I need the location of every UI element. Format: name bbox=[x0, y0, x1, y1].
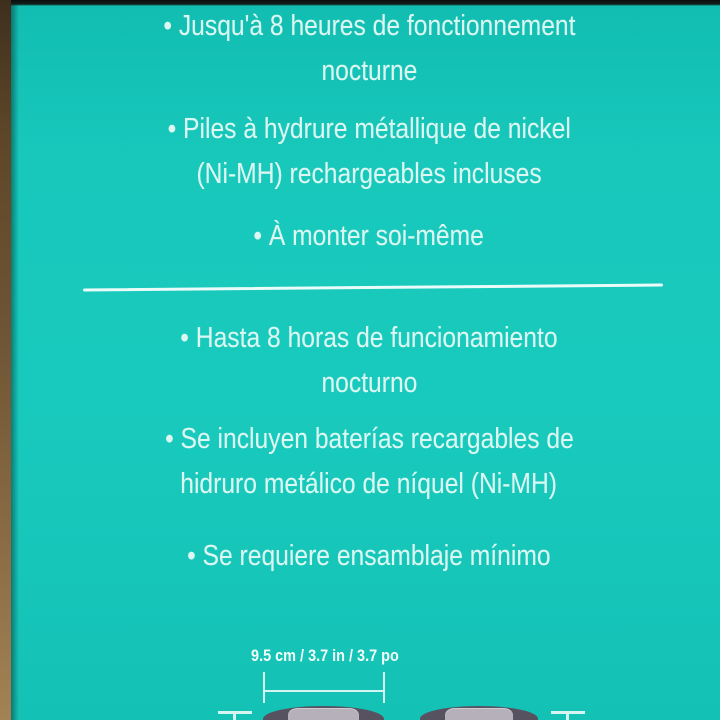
fr-bullet-assembly bbox=[18, 214, 720, 259]
es-bullet-batteries bbox=[18, 417, 720, 507]
bullet-line: • Jusqu'à 8 heures de fonctionnement bbox=[162, 10, 576, 42]
bullet-line: nocturne bbox=[321, 55, 417, 87]
dimension-label-text: 9.5 cm / 3.7 in / 3.7 po bbox=[251, 646, 399, 665]
bracket-tick-right bbox=[383, 672, 385, 703]
bullet-line: • Se requiere ensamblaje mínimo bbox=[187, 540, 551, 572]
fr-bullet-batteries bbox=[18, 107, 720, 197]
bullet-line: hidruro metálico de níquel (Ni-MH) bbox=[180, 468, 558, 500]
dimension-label bbox=[0, 645, 650, 667]
bullet-line: • Piles à hydrure métallique de nickel bbox=[167, 113, 571, 145]
es-bullet-runtime bbox=[18, 316, 720, 406]
fr-bullet-runtime bbox=[18, 4, 720, 94]
box-top-edge-shadow bbox=[0, 0, 720, 6]
product-cap-highlight bbox=[445, 708, 513, 720]
panel-edge-shadow bbox=[11, 0, 19, 720]
bullet-line: • Se incluyen baterías recargables de bbox=[164, 423, 574, 455]
tick-stem bbox=[233, 711, 236, 720]
bracket-line bbox=[263, 690, 385, 692]
tick-stem bbox=[566, 711, 569, 720]
bracket-tick-left bbox=[263, 672, 265, 703]
bullet-line: (Ni-MH) rechargeables incluses bbox=[196, 158, 542, 190]
product-cap-highlight bbox=[288, 708, 358, 720]
table-wood-edge bbox=[0, 0, 11, 720]
bullet-line: • À monter soi-même bbox=[253, 220, 485, 252]
bullet-line: nocturno bbox=[321, 367, 417, 399]
bullet-line: • Hasta 8 horas de funcionamiento bbox=[180, 322, 558, 354]
es-bullet-assembly bbox=[18, 534, 720, 579]
